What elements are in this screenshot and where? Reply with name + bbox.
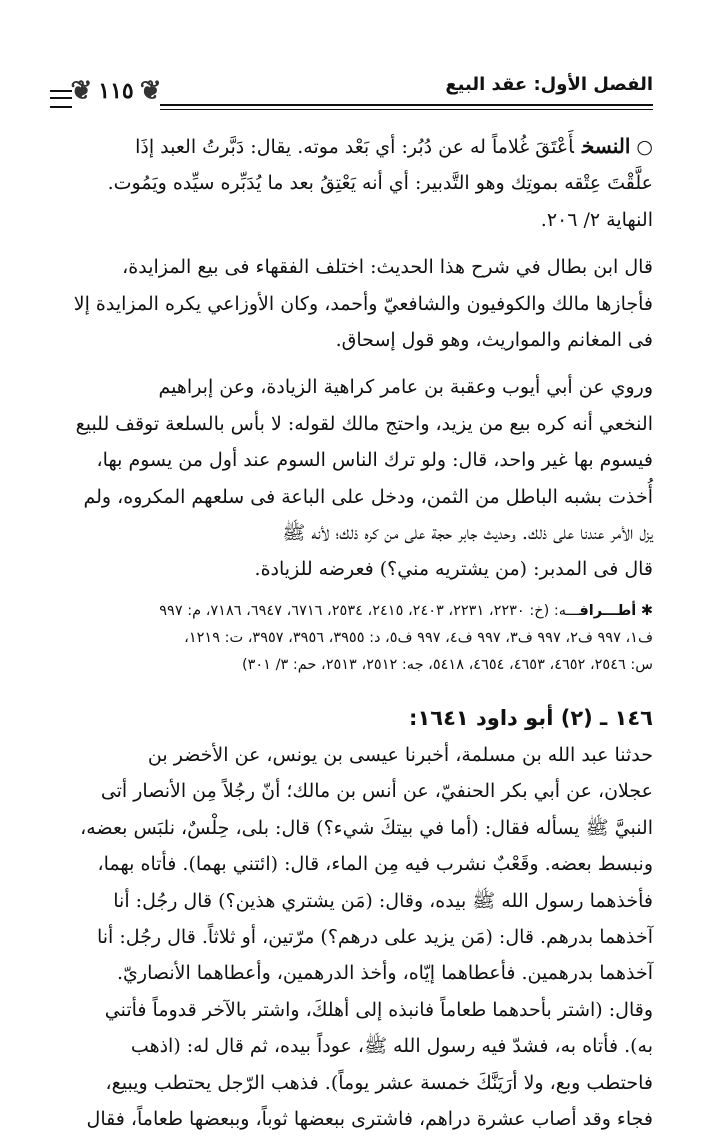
hadith-text	[50, 737, 653, 1137]
atraf-line-2: ف١، ٩٩٧ ف٢، ٩٩٧ ف٣، ٩٩٧ ف٤، ٩٩٧ ف٥، د: ٣٩٥٥، ٣٩٥٦، ٣٩٥٧، ت: ١٢١٩،	[184, 629, 653, 646]
header-rule-thin	[160, 109, 653, 110]
text-line: فجاء وقد أصاب عشرة دراهم، فاشترى ببعضها ثوباً، وببعضها طعاماً، فقال	[86, 1107, 653, 1130]
gloss-keyword: النسخ	[581, 134, 631, 158]
gloss-line-1: ○النسخأَعْتَقَ غُلاماً له عن دُبُر: أي بَعْد موته. يقال: دَبَّرتُ العبد إذَا	[135, 134, 653, 158]
atraf-line-1: ✱ أطـــرافـــه: (خ: ٢٢٣٠، ٢٢٣١، ٢٤٠٣، ٢٤١٥، ٢٥٣٤، ٦٧١٦، ٦٩٤٧، ٧١٨٦، م: ٩٩٧	[159, 602, 653, 619]
paragraph-narrations	[50, 369, 653, 587]
text-line: عجلان، عن أبي بكر الحنفيّ، عن أنس بن مالك؛ أنّ رجُلاً مِن الأنصار أتى	[100, 780, 653, 803]
atraf-line-3: س: ٢٥٤٦، ٤٦٥٢، ٤٦٥٣، ٤٦٥٤، ٥٤١٨، جه: ٢٥١٢، ٢٥١٣، حم: ٣/ ٣٠١)	[241, 656, 653, 673]
chapter-title: الفصل الأول: عقد البيع	[445, 74, 653, 95]
text-line: أُخذت بشبه الباطل من الثمن، ودخل على الباعة فى سلعهم المكروه، ولم	[83, 485, 653, 508]
header-rule	[160, 104, 653, 106]
header-left-rules	[50, 90, 72, 108]
gloss-note	[50, 128, 653, 238]
star-icon: ✱	[636, 602, 653, 619]
hadith-heading: ١٤٦ ـ (٢) أبو داود ١٦٤١:	[409, 705, 653, 730]
text-line: النخعي أنه كره بيع من يزيد، واحتج مالك لقوله: لا بأس بالسلعة توقف للبيع	[75, 412, 653, 435]
atraf-label: أطـــراف	[579, 602, 637, 619]
page-header	[50, 68, 653, 116]
ornament-left-icon: ❦	[70, 76, 93, 106]
text-line: فاحتطب وبع، ولا أرَيَنَّكَ خمسة عشر يوماً). فذهب الرّجل يحتطب ويبيع،	[105, 1071, 653, 1094]
page-number: ١١٥	[98, 78, 134, 104]
text-line: حدثنا عبد الله بن مسلمة، أخبرنا عيسى بن يونس، عن الأخضر بن	[147, 743, 653, 766]
text-line: فأجازها مالك والكوفيون والشافعيّ وأحمد، وكان الأوزاعي يكره المزايدة إلا	[73, 292, 653, 315]
text-line: آخذهما بدرهم. قال: (مَن يزيد على درهم؟) مرّتين، أو ثلاثاً. قال رجُل: أنا	[96, 925, 653, 948]
text-line: به). فأتاه به، فشدّ فيه رسول الله ﷺ، عوداً بيده، ثم قال له: (اذهب	[130, 1035, 653, 1058]
text-line: آخذهما بدرهمين. فأعطاهما إيّاه، وأخذ الدرهمين، وأعطاهما الأنصاريّ.	[117, 962, 653, 985]
ornament-right-icon: ❦	[139, 76, 162, 106]
text-line: قال ابن بطال في شرح هذا الحديث: اختلف الفقهاء فى بيع المزايدة،	[122, 256, 653, 279]
text-line: وروي عن أبي أيوب وعقبة بن عامر كراهية الزيادة، وعن إبراهيم	[158, 376, 653, 399]
page-content	[50, 128, 653, 1137]
text-line: يزل الأمر عندنا على ذلك. وحديث جابر حجة على من كره ذلك؛ لأنه ﷺ	[282, 522, 653, 545]
text-line: قال فى المدبر: (من يشتريه مني؟) فعرضه للزيادة.	[254, 558, 653, 581]
text-line: وقال: (اشتر بأحدهما طعاماً فانبذه إلى أهلكَ، واشتر بالآخر قدوماً فأتني	[104, 998, 653, 1021]
text-line: فأخذهما رسول الله ﷺ بيده، وقال: (مَن يشتري هذين؟) قال رجُل: أنا	[113, 889, 653, 912]
circle-bullet-icon: ○	[636, 136, 653, 158]
page-number-ornament	[70, 74, 162, 108]
text-line: فيسوم بها غير واحد، قال: ولو ترك الناس السوم عند أول من يسوم بها،	[96, 449, 653, 472]
atraf-references	[50, 598, 653, 679]
text-line: ونبسط بعضه. وقَعْبٌ نشرب فيه مِن الماء، قال: (ائتني بهما). فأتاه بهما،	[97, 853, 653, 876]
text-line: النبيَّ ﷺ يسأله فقال: (أما في بيتكَ شيء؟) قال: بلى، حِلْسٌ، نلبَس بعضه،	[80, 816, 653, 839]
paragraph-ibn-battal	[50, 249, 653, 358]
gloss-line-3: النهاية ٢/ ٢٠٦.	[540, 208, 653, 231]
text-line: فى المغانم والمواريث، وهو قول إسحاق.	[335, 329, 653, 352]
gloss-line-2: علَّقْتَ عِتْقه بموتِك وهو التَّدبير: أي أنه يَعْتِقُ بعد ما يُدَبِّره سيِّده ويَمُوت.	[107, 172, 653, 195]
